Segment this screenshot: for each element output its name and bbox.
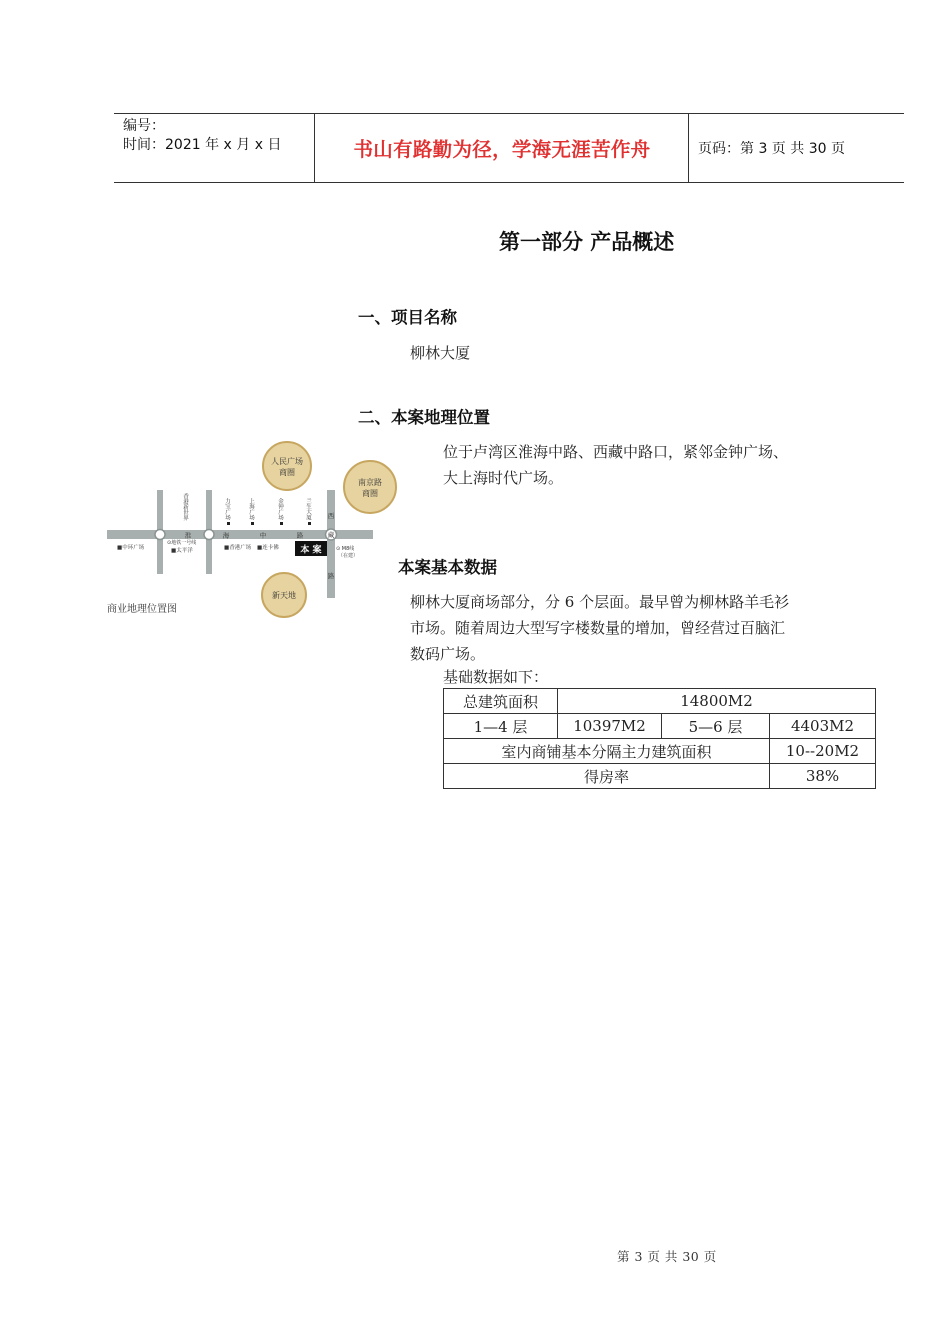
project-name-text: 柳林大厦 xyxy=(410,344,471,362)
basic-data-line3: 数码广场。 xyxy=(410,645,486,663)
table-cell-value: 38% xyxy=(770,764,876,789)
circle-nanjing-road xyxy=(344,461,396,513)
table-cell-label: 1—4 层 xyxy=(444,714,558,739)
table-cell-value: 14800M2 xyxy=(558,689,876,714)
table-row xyxy=(444,764,876,789)
header-motto: 书山有路勤为径，学海无涯苦作舟 xyxy=(353,138,651,161)
header-meta xyxy=(123,117,281,155)
table-cell-value: 4403M2 xyxy=(770,714,876,739)
road-label: 西 xyxy=(327,512,335,520)
map-caption: 商业地理位置图 xyxy=(107,604,177,615)
page-title: 第一部分 产品概述 xyxy=(499,230,675,254)
building-marker xyxy=(280,522,283,525)
road-xizang xyxy=(327,490,335,598)
building-label: 金钟广场 xyxy=(277,498,283,520)
building-label: ■太平洋 xyxy=(171,548,193,554)
building-label: 力宝广场 xyxy=(224,498,230,520)
building-marker xyxy=(251,522,254,525)
building-label: ■连卡佛 xyxy=(257,545,279,551)
circle-label: 新天地 xyxy=(272,591,296,600)
table-row xyxy=(444,739,876,764)
road-label: 海 xyxy=(222,531,230,540)
metro-label: ⊙ M8线 xyxy=(336,546,355,552)
table-cell-label: 5—6 层 xyxy=(662,714,770,739)
building-marker xyxy=(308,522,311,525)
section-heading-basic-data: 本案基本数据 xyxy=(398,558,497,577)
road-label: 路 xyxy=(296,531,304,540)
header-band xyxy=(114,113,904,183)
metro-label: （在建） xyxy=(338,553,359,559)
table-row xyxy=(444,714,876,739)
table-row xyxy=(444,689,876,714)
building-label: 兰生大厦 xyxy=(305,498,311,520)
road-label: 中 xyxy=(259,531,267,540)
metro-label: ⊙地铁一号线 xyxy=(167,540,197,546)
location-map-svg xyxy=(105,438,405,618)
header-divider xyxy=(688,114,689,182)
section-heading-location: 二、本案地理位置 xyxy=(358,408,490,427)
intersection-marker xyxy=(204,530,214,540)
section-heading-name: 一、项目名称 xyxy=(358,308,457,327)
road-label: 路 xyxy=(327,572,335,580)
circle-label: 人民广场 xyxy=(271,457,303,466)
building-marker xyxy=(227,522,230,525)
basic-data-intro: 基础数据如下： xyxy=(443,668,549,686)
building-label: 上海广场 xyxy=(248,498,254,520)
road-label: 藏 xyxy=(327,531,335,539)
location-map xyxy=(105,438,405,618)
circle-renmin-square xyxy=(263,442,311,490)
doc-number-label: 编号： xyxy=(123,118,165,134)
header-page-info: 页码：第 3 页 共 30 页 xyxy=(698,141,845,157)
location-text-line2: 大上海时代广场。 xyxy=(443,469,564,487)
project-label: 本 案 xyxy=(300,545,322,556)
page-footer: 第 3 页 共 30 页 xyxy=(617,1249,717,1264)
road-label: 淮 xyxy=(184,531,192,540)
table-cell-label: 总建筑面积 xyxy=(444,689,558,714)
basic-data-line1: 柳林大厦商场部分，分 6 个层面。最早曾为柳林路羊毛衫 xyxy=(410,593,790,611)
table-cell-label: 得房率 xyxy=(444,764,770,789)
circle-label: 南京路 xyxy=(358,478,382,487)
building-label: ■香港广场 xyxy=(224,545,252,551)
basic-data-table xyxy=(443,688,876,789)
doc-time-label: 时间：2021 年 x 月 x 日 xyxy=(123,137,282,153)
table-cell-label: 室内商铺基本分隔主力建筑面积 xyxy=(444,739,770,764)
circle-label: 商圈 xyxy=(279,468,295,477)
building-label: ■中环广场 xyxy=(117,545,145,551)
circle-label: 商圈 xyxy=(362,489,378,498)
basic-data-line2: 市场。随着周边大型写字楼数量的增加，曾经营过百脑汇 xyxy=(410,619,786,637)
table-cell-value: 10--20M2 xyxy=(770,739,876,764)
building-label: 香港新世界 xyxy=(182,493,188,521)
location-text-line1: 位于卢湾区淮海中路、西藏中路口，紧邻金钟广场、 xyxy=(443,443,789,461)
intersection-marker xyxy=(155,530,165,540)
header-divider xyxy=(314,114,315,182)
table-cell-value: 10397M2 xyxy=(558,714,662,739)
